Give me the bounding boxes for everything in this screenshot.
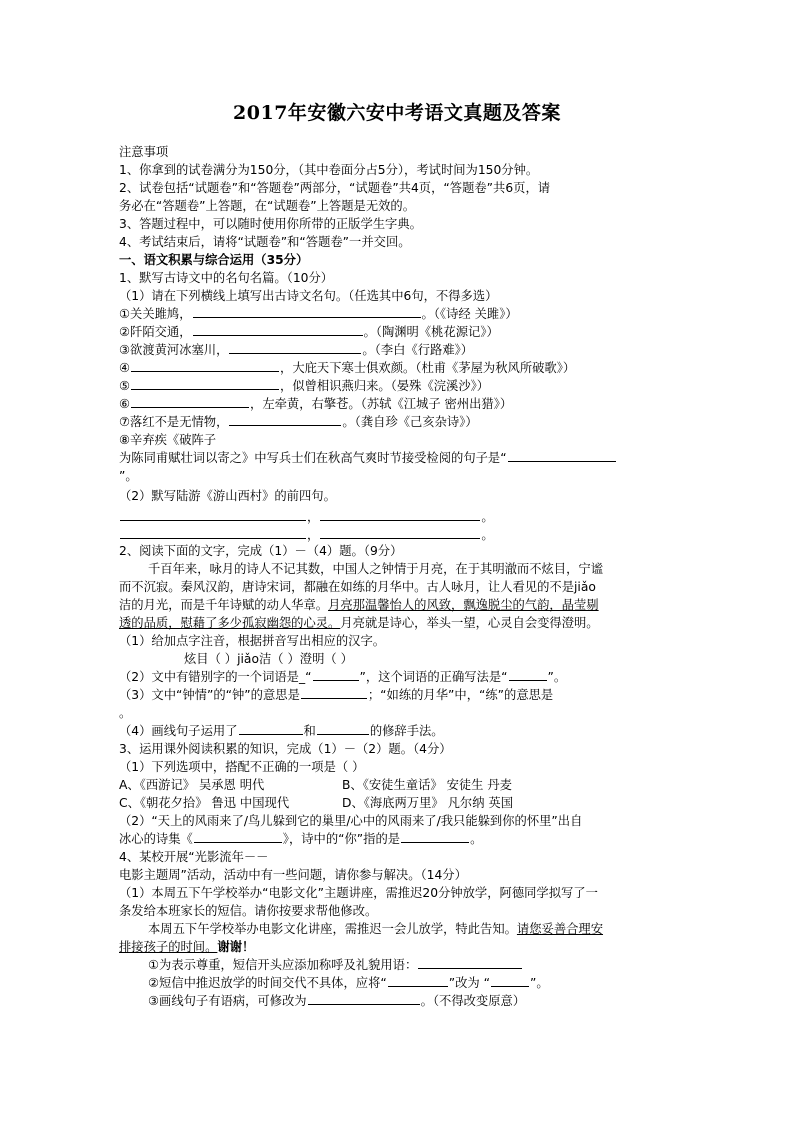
notice-item: 3、答题过程中，可以随时使用你所带的正版学生字典。 — [119, 217, 422, 231]
answer-line: ， 。 — [119, 508, 494, 526]
answer-blank[interactable] — [418, 956, 522, 969]
answer-blank[interactable] — [194, 830, 282, 843]
poem-line: ⑦落红不是无情物， 。（龚自珍《己亥杂诗》） — [119, 415, 478, 429]
answer-blank[interactable] — [120, 526, 306, 539]
poem-line: 为陈同甫赋壮词以寄之》中写兵士们在秋高气爽时节接受检阅的句子是“ — [119, 449, 617, 467]
answer-blank[interactable] — [308, 992, 420, 1005]
poem-line-end: ”。 — [119, 469, 138, 483]
sub-question: （2）“天上的风雨来了/鸟儿躲到它的巢里/心中的风雨来了/我只能躲到你的怀里”出自 — [119, 814, 583, 828]
sub-question: （1）给加点字注音，根据拼音写出相应的汉字。 — [119, 634, 386, 648]
sub-question: 。 — [119, 706, 132, 720]
answer-blank[interactable] — [509, 668, 547, 681]
option-d: D、《海底两万里》 凡尔纳 英国 — [342, 796, 513, 810]
notice-heading: 注意事项 — [119, 145, 169, 159]
answer-blank[interactable] — [320, 508, 480, 521]
answer-line: ， 。 — [119, 526, 494, 544]
option-a: A、《西游记》 吴承恩 明代 — [119, 778, 265, 792]
sub-question: ②短信中推迟放学的时间交代不具体，应将“ ”改为 “ ”。 — [148, 976, 549, 990]
answer-blank[interactable] — [508, 449, 616, 462]
sub-question: 冰心的诗集《 》，诗中的“你”指的是 。 — [119, 832, 483, 846]
message-line: 排接孩子的时间。谢谢！ — [119, 940, 255, 954]
answer-blank[interactable] — [401, 830, 469, 843]
answer-blank[interactable] — [120, 508, 306, 521]
sub-question: 条发给本班家长的短信。请你按要求帮他修改。 — [119, 904, 378, 918]
answer-blank[interactable] — [193, 323, 363, 336]
page-title: 2017年安徽六安中考语文真题及答案 — [233, 102, 561, 124]
answer-blank[interactable] — [229, 413, 341, 426]
poem-line: ⑤ ，似曾相识燕归来。（晏殊《浣溪沙》） — [119, 379, 490, 393]
answer-blank[interactable] — [229, 341, 361, 354]
sub-question: （3）文中“钟情”的“钟”的意思是 ；“如练的月华”中，“练”的意思是 — [119, 688, 554, 702]
option-b: B、《安徒生童话》 安徒生 丹麦 — [342, 778, 512, 792]
notice-item: 务必在“答题卷”上答题，在“试题卷”上答题是无效的。 — [119, 199, 416, 213]
poem-line: ⑧辛弃疾《破阵子 — [119, 433, 217, 447]
answer-blank[interactable] — [317, 722, 369, 735]
message-line: 本周五下午学校举办电影文化讲座，需推迟一会儿放学，特此告知。请您妥善合理安 — [148, 922, 604, 936]
answer-blank[interactable] — [320, 526, 480, 539]
answer-blank[interactable] — [491, 974, 529, 987]
passage-line: 透的品质，慰藉了多少孤寂幽怨的心灵。月亮就是诗心，举头一望，心灵自会变得澄明。 — [119, 616, 599, 630]
sub-question: （1）请在下列横线上填写出古诗文名句。（任选其中6句，不得多选） — [119, 289, 498, 303]
option-c: C、《朝花夕拾》 鲁迅 中国现代 — [119, 796, 290, 810]
question-heading: 2、阅读下面的文字，完成（1）－（4）题。（9分） — [119, 544, 403, 558]
passage-line: 洁的月光，而是千年诗赋的动人华章。月亮那温馨怡人的风致，飘逸脱尘的气韵，晶莹剔 — [119, 598, 599, 612]
sub-question: ①为表示尊重，短信开头应添加称呼及礼貌用语： — [148, 956, 523, 974]
notice-item: 2、试卷包括“试题卷”和“答题卷”两部分，“试题卷”共4页，“答题卷”共6页，请 — [119, 181, 551, 195]
sub-question: （2）默写陆游《游山西村》的前四句。 — [119, 489, 336, 503]
answer-blank[interactable] — [131, 359, 279, 372]
poem-line: ④ ，大庇天下寒士俱欢颜。（杜甫《茅屋为秋风所破歌》） — [119, 361, 576, 375]
answer-blank[interactable] — [131, 377, 279, 390]
sub-question: （4）画线句子运用了 和 的修辞手法。 — [119, 724, 444, 738]
notice-item: 4、考试结束后，请将“试题卷”和“答题卷”一并交回。 — [119, 235, 411, 249]
answer-blank[interactable] — [239, 722, 303, 735]
sub-question: （2）文中有错别字的一个词语是_“ ”，这个词语的正确写法是“ ”。 — [119, 670, 567, 684]
question-heading: 4、某校开展“光影流年－－ — [119, 850, 269, 864]
passage-line: 而不沉寂。秦风汉韵，唐诗宋词，都融在如练的月华中。古人咏月，让人看见的不是jiǎo — [119, 580, 596, 594]
section-heading: 一、语文积累与综合运用（35分） — [119, 253, 309, 267]
sub-question: 炫目（ ）jiǎo洁（ ）澄明（ ） — [184, 652, 353, 666]
answer-blank[interactable] — [193, 305, 421, 318]
answer-blank[interactable] — [301, 686, 367, 699]
sub-question: （1）下列选项中，搭配不正确的一项是（ ） — [119, 760, 365, 774]
passage-line: 千百年来，咏月的诗人不记其数，中国人之钟情于月亮，在于其明澈而不炫目，宁谧 — [148, 562, 603, 576]
poem-line: ③欲渡黄河冰塞川， 。（李白《行路难》） — [119, 343, 474, 357]
poem-line: ①关关雎鸠， 。（《诗经 关雎》） — [119, 307, 518, 321]
answer-blank[interactable] — [313, 668, 359, 681]
notice-item: 1、你拿到的试卷满分为150分，（其中卷面分占5分），考试时间为150分钟。 — [119, 163, 539, 177]
answer-blank[interactable] — [131, 395, 249, 408]
sub-question: （1）本周五下午学校举办“电影文化”主题讲座，需推迟20分钟放学，阿德同学拟写了一 — [119, 886, 598, 900]
question-heading: 3、运用课外阅读积累的知识，完成（1）－（2）题。（4分） — [119, 742, 452, 756]
poem-line: ②阡陌交通， 。（陶渊明《桃花源记》） — [119, 325, 499, 339]
sub-question: ③画线句子有语病，可修改为 。（不得改变原意） — [148, 994, 526, 1008]
poem-line: ⑥ ，左牵黄，右擎苍。（苏轼《江城子 密州出猎》） — [119, 397, 513, 411]
question-heading: 电影主题周”活动，活动中有一些问题，请你参与解决。（14分） — [119, 868, 467, 882]
question-heading: 1、默写古诗文中的名句名篇。（10分） — [119, 271, 334, 285]
answer-blank[interactable] — [388, 974, 448, 987]
